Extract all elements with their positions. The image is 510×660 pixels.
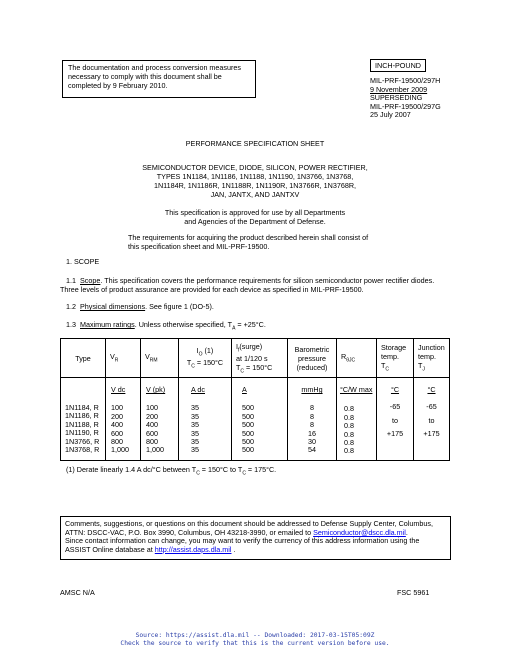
table-cell: 54	[308, 445, 316, 455]
header-vrm	[141, 339, 179, 378]
table-header-row	[61, 339, 450, 378]
table-cell: 0.8	[344, 421, 354, 431]
header-label: T	[418, 361, 423, 371]
table-cell: 400	[111, 420, 123, 430]
table-cell: 1N1188, R	[65, 419, 99, 429]
io-column	[179, 378, 232, 461]
table-cell: 0.8	[344, 437, 354, 447]
table-cell: 30	[308, 436, 316, 446]
table-cell: 0.8	[344, 412, 354, 422]
table-body-row	[61, 378, 450, 461]
table-cell: +175	[386, 429, 404, 439]
subscript: C	[385, 366, 390, 373]
header-barometric	[288, 339, 337, 378]
superseded-doc-number: MIL-PRF-19500/297G	[370, 101, 441, 111]
vrm-column	[141, 378, 179, 461]
subscript: C	[191, 363, 195, 370]
doc-number: MIL-PRF-19500/297H	[370, 76, 441, 85]
subscript: RM	[149, 357, 158, 364]
header-label: V	[110, 352, 115, 362]
subscript: C	[240, 367, 245, 374]
units-label: INCH-POUND	[375, 61, 421, 70]
comments-line: ASSIST Online database at	[65, 544, 155, 554]
header-type	[61, 339, 106, 378]
table-note-1	[66, 465, 276, 477]
source-line: Check the source to verify that this is the current version before use.	[120, 640, 390, 647]
storage-column	[377, 378, 414, 461]
source-footer	[0, 632, 510, 648]
header-line: Barometric	[294, 344, 330, 354]
table-cell: 100	[146, 403, 158, 413]
device-title-line: SEMICONDUCTOR DEVICE, DIODE, SILICON, POWER RECTIFIER,	[142, 163, 368, 172]
table-cell: 0.8	[344, 404, 354, 414]
table-cell: 35	[191, 428, 199, 438]
subscript: O	[198, 351, 203, 358]
table-cell: 1N1186, R	[65, 411, 99, 421]
doc-date: 9 November 2009	[370, 84, 428, 94]
table-cell: 16	[308, 428, 316, 438]
para-text: . This specification covers the performance requirements for silicon semiconductor power rectifier diodes. Three levels of product assurance are provided for each device as specified in MIL-PRF-19500.	[60, 276, 435, 294]
conversion-notice-box	[62, 60, 256, 98]
table-cell: 500	[242, 445, 254, 455]
header-cond: = 150°C	[194, 358, 224, 367]
para-heading: Maximum ratings	[80, 320, 135, 329]
sheet-title	[0, 139, 510, 148]
section-scope-heading: 1. SCOPE	[66, 257, 100, 266]
header-io	[179, 339, 232, 378]
superseded-doc-date: 25 July 2007	[370, 110, 411, 119]
para-number: 1.2	[66, 302, 76, 311]
table-cell: 500	[242, 403, 254, 413]
unit-cell: mmHg	[301, 385, 323, 394]
approval-line: This specification is approved for use by all Departments	[164, 208, 346, 217]
table-cell: 1N1184, R	[65, 403, 99, 412]
table-cell: 35	[191, 411, 199, 421]
para-heading: Scope	[80, 276, 101, 285]
approval-statement	[0, 208, 510, 226]
table-cell: to	[392, 415, 398, 425]
table-cell: 1N3768, R	[65, 444, 100, 454]
comments-box	[60, 516, 451, 560]
approval-line: and Agencies of the Department of Defense.	[184, 217, 326, 226]
header-vr	[106, 339, 141, 378]
table-cell: 500	[242, 420, 254, 430]
requirements-line: The requirements for acquiring the product described herein shall consist of	[128, 233, 369, 242]
device-title-line: 1N1184R, 1N1186R, 1N1188R, 1N1190R, 1N3766R, 1N3768R,	[153, 181, 357, 190]
header-line: pressure	[298, 353, 326, 363]
header-label: R	[341, 352, 347, 362]
header-label: I	[196, 346, 199, 356]
table-cell: 8	[310, 411, 314, 421]
table-cell: to	[428, 415, 435, 425]
header-label: V	[145, 352, 150, 362]
conversion-notice-text: The documentation and process conversion measures necessary to comply with this document shall be completed by 9 February 2010.	[68, 63, 241, 90]
subscript: C	[196, 470, 200, 477]
requirements-line: this specification sheet and MIL-PRF-19500.	[128, 242, 270, 251]
para-text: . Unless otherwise specified, T	[134, 320, 233, 329]
table-cell: 1,000	[111, 445, 129, 455]
table-cell: 0.8	[344, 429, 354, 439]
header-rth	[337, 339, 377, 378]
header-line: (reduced)	[296, 362, 328, 372]
header-label: I	[236, 341, 238, 351]
comments-line: ATTN: DSCC-VAC, P.O. Box 3990, Columbus, OH 43218-3990, or emailed to	[65, 527, 314, 537]
table-cell: 200	[111, 411, 123, 421]
table-cell: -65	[389, 402, 401, 412]
requirements-statement	[128, 233, 368, 251]
subscript: J	[422, 366, 425, 373]
para-text: . See figure 1 (DO-5).	[145, 302, 214, 311]
unit-cell: A dc	[191, 385, 205, 394]
source-line: Source: https://assist.dla.mil -- Downloaded: 2017-03-15T05:09Z	[135, 632, 375, 639]
table-cell: 600	[111, 428, 123, 438]
para-heading: Physical dimensions	[80, 302, 146, 311]
amsc-label: AMSC N/A	[60, 588, 95, 597]
header-note: (1)	[202, 346, 214, 356]
comments-line: .	[405, 527, 408, 537]
subscript: θJC	[346, 357, 356, 364]
document-identifier	[370, 77, 441, 120]
note-text: = 175°C.	[245, 465, 277, 474]
table-cell: 600	[146, 428, 158, 438]
table-cell: 8	[310, 403, 314, 413]
device-title-line: JAN, JANTX, AND JANTXV	[210, 190, 300, 199]
para-number: 1.3	[66, 320, 76, 329]
vr-column	[106, 378, 141, 461]
table-cell: 800	[111, 436, 123, 446]
note-text: = 150°C to T	[199, 465, 243, 474]
sheet-title-text: PERFORMANCE SPECIFICATION SHEET	[185, 139, 325, 148]
table-cell: 500	[242, 436, 254, 446]
type-column	[61, 378, 106, 461]
subscript: R	[114, 357, 119, 364]
header-note: (surge)	[239, 341, 263, 351]
email-link[interactable]: Semiconductor@dscc.dla.mil	[313, 527, 406, 537]
subscript: C	[242, 470, 246, 477]
header-label: T	[381, 361, 386, 371]
header-junction	[414, 339, 450, 378]
comments-line: Comments, suggestions, or questions on this document should be addressed to Defense Supply Center, Columbus,	[65, 519, 433, 528]
ifsurge-column	[232, 378, 288, 461]
header-line: temp.	[381, 352, 399, 362]
para-number: 1.1	[66, 276, 76, 285]
table-cell: 100	[111, 403, 123, 413]
junction-column	[414, 378, 450, 461]
header-line: Storage	[381, 343, 407, 353]
paragraph-1-1	[60, 276, 450, 294]
table-cell: 1,000	[146, 445, 164, 455]
paragraph-1-2	[66, 302, 214, 311]
comments-line: Since contact information can change, you may want to verify the currency of this address information using the	[65, 536, 420, 546]
subscript: A	[232, 325, 236, 332]
unit-cell: °C	[390, 385, 400, 394]
header-ifsurge	[232, 339, 288, 378]
comments-line: .	[231, 544, 236, 554]
header-line: temp.	[418, 352, 436, 362]
paragraph-1-3	[66, 320, 266, 332]
header-line: Junction	[418, 343, 445, 353]
header-label: Type	[75, 353, 91, 363]
table-cell: 35	[191, 403, 199, 413]
subscript: f	[238, 347, 240, 354]
barometric-column	[288, 378, 337, 461]
header-line: at 1/120 s	[236, 353, 268, 363]
table-cell: 200	[146, 411, 158, 421]
fsc-label: FSC 5961	[397, 588, 430, 597]
table-cell: 1N1190, R	[65, 428, 99, 438]
unit-cell: °C	[427, 385, 436, 394]
note-text: (1) Derate linearly 1.4 A dc/°C between T	[66, 465, 197, 474]
unit-cell: V (pk)	[146, 385, 166, 394]
header-cond: T	[186, 358, 192, 367]
table-cell: 0.8	[344, 446, 354, 456]
table-cell: 35	[191, 445, 199, 455]
table-cell: 800	[146, 436, 158, 446]
para-text: = +25°C.	[235, 320, 266, 329]
maximum-ratings-table	[60, 338, 450, 461]
table-cell: +175	[423, 429, 440, 439]
header-storage	[377, 339, 414, 378]
unit-cell: A	[242, 385, 247, 394]
table-cell: 35	[191, 436, 199, 446]
device-title-line: TYPES 1N1184, 1N1186, 1N1188, 1N1190, 1N3766, 1N3768,	[156, 172, 354, 181]
unit-cell: °C/W max	[340, 385, 373, 394]
table-cell: 500	[242, 428, 254, 438]
assist-link[interactable]: http://assist.daps.dla.mil	[154, 544, 232, 554]
rth-column	[337, 378, 377, 461]
table-cell: 35	[191, 420, 199, 430]
table-cell: 500	[242, 411, 254, 421]
header-cond: T	[236, 362, 241, 372]
units-box	[370, 59, 426, 72]
table-cell: -65	[426, 402, 437, 412]
device-title	[0, 163, 510, 199]
header-cond: = 150°C	[244, 362, 273, 372]
table-cell: 1N3766, R	[65, 436, 100, 446]
unit-cell: V dc	[111, 385, 126, 394]
table-cell: 400	[146, 420, 158, 430]
table-cell: 8	[310, 420, 314, 430]
superseding-label: SUPERSEDING	[370, 93, 423, 102]
